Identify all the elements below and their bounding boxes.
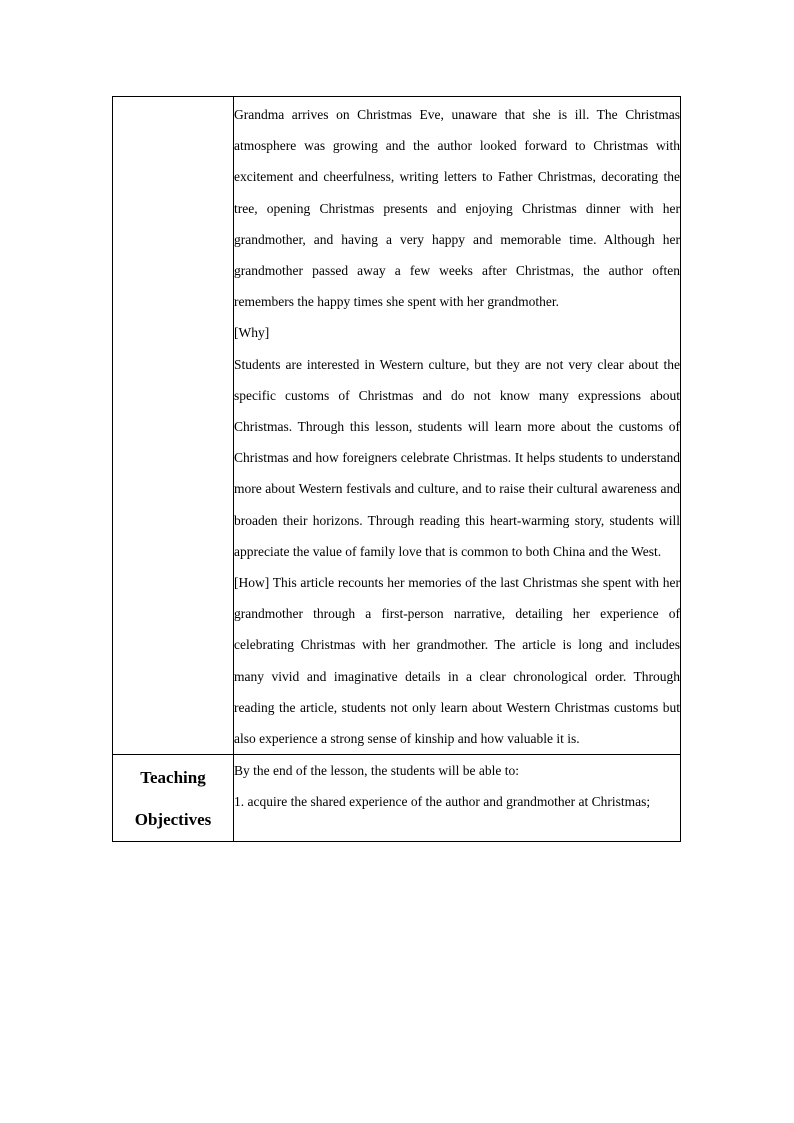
analysis-row	[113, 97, 681, 755]
analysis-label-cell	[113, 97, 234, 755]
objectives-label-line1: Teaching	[140, 768, 206, 788]
objectives-label-cell	[113, 755, 234, 842]
why-paragraph: Students are interested in Western culture, but they are not very clear about the specific customs of Christmas and do not know many expressions about Christmas. Through this lesson, students will learn more about the customs of Christmas and how foreigners celebrate Christmas. It helps students to understand more about Western festivals and culture, and to raise their cultural awareness and broaden their horizons. Through reading this heart-warming story, students will appreciate the value of family love that is common to both China and the West.	[234, 356, 680, 559]
why-heading: [Why]	[234, 325, 270, 341]
how-paragraph: [How] This article recounts her memories of the last Christmas she spent with her grandmother through a first-person narrative, detailing her experience of celebrating Christmas with her grandmother. The article is long and includes many vivid and imaginative details in a clear chronological order. Through reading the article, students not only learn about Western Christmas customs but also experience a strong sense of kinship and how valuable it is.	[234, 575, 680, 747]
objectives-intro: By the end of the lesson, the students will be able to:	[234, 763, 519, 779]
objectives-label-line2: Objectives	[134, 810, 212, 830]
objective-item-1: 1. acquire the shared experience of the author and grandmother at Christmas;	[234, 794, 651, 810]
lesson-plan-table	[112, 96, 681, 842]
objectives-row	[113, 755, 681, 842]
what-paragraph: Grandma arrives on Christmas Eve, unaware that she is ill. The Christmas atmosphere was growing and the author looked forward to Christmas with excitement and cheerfulness, writing letters to Father Christmas, decorating the tree, opening Christmas presents and enjoying Christmas dinner with her grandmother, and having a very happy and memorable time. Although her grandmother passed away a few weeks after Christmas, the author often remembers the happy times she spent with her grandmother.	[234, 107, 680, 310]
analysis-content-cell	[234, 97, 681, 755]
objectives-content-cell	[234, 755, 681, 842]
